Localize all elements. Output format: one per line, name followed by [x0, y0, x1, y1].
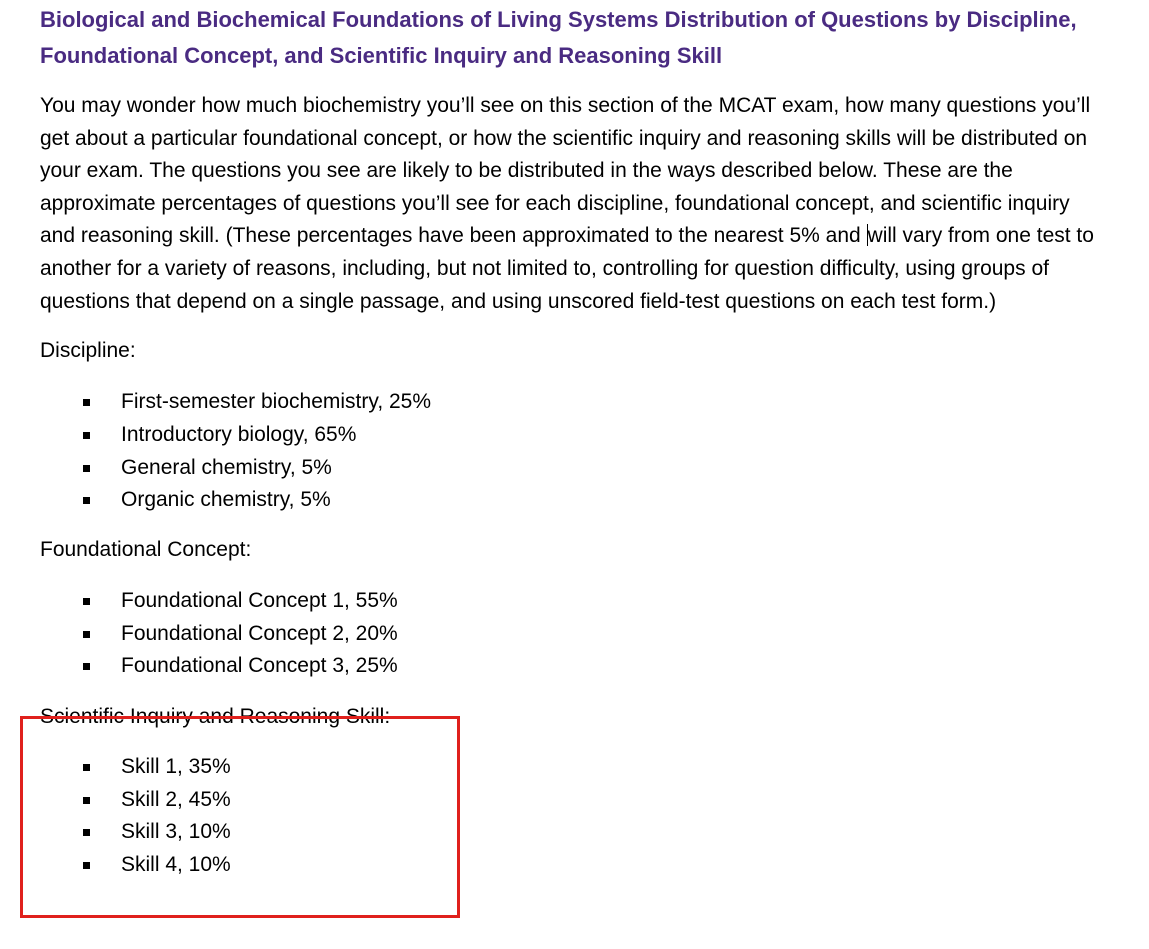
- list-item: [40, 618, 1110, 651]
- intro-text-after-cursor: will vary from one test to another for a variety of reasons, including, but not limited to, controlling for question difficulty, using groups of questions that depend on a single passage, and using unscored field-test questions on each test form.): [40, 224, 1094, 313]
- square-bullet-icon: [83, 432, 90, 439]
- reasoning-skill-label: Scientific Inquiry and Reasoning Skill:: [40, 705, 391, 729]
- highlight-box: [20, 716, 460, 918]
- square-bullet-icon: [83, 497, 90, 504]
- discipline-list: [40, 386, 1110, 517]
- list-item-text: First-semester biochemistry, 25%: [121, 390, 432, 414]
- intro-text-before-cursor: You may wonder how much biochemistry you’ll see on this section of the MCAT exam, how many questions you’ll get about a particular foundational concept, or how the scientific inquiry and reasoning skills will be distributed on your exam. The questions you see are likely to be distributed in the ways described below. These are the approximate percentages of questions you’ll see for each discipline, foundational concept, and scientific inquiry and reasoning skill. (These percentages have been approximated to the nearest 5% and: [40, 94, 1091, 248]
- list-item-text: Foundational Concept 2, 20%: [121, 621, 398, 645]
- intro-paragraph[interactable]: [40, 90, 1110, 318]
- list-item-text: Skill 4, 10%: [121, 853, 231, 877]
- square-bullet-icon: [83, 663, 90, 670]
- list-item-text: Skill 3, 10%: [121, 820, 231, 844]
- list-item-text: Foundational Concept 1, 55%: [121, 588, 398, 612]
- list-item-text: General chemistry, 5%: [121, 455, 332, 479]
- document-heading: Biological and Biochemical Foundations of Living Systems Distribution of Questions by Discipline, Foundational Concept, and Scientific Inquiry and Reasoning Skill: [40, 7, 1077, 68]
- list-item: [40, 452, 1110, 485]
- square-bullet-icon: [83, 465, 90, 472]
- list-item-text: Skill 1, 35%: [121, 755, 231, 779]
- square-bullet-icon: [83, 399, 90, 406]
- list-item-text: Introductory biology, 65%: [121, 422, 357, 446]
- foundational-concept-list: [40, 585, 1110, 683]
- list-item-text: Foundational Concept 3, 25%: [121, 654, 398, 678]
- list-item: [40, 419, 1110, 452]
- discipline-label: Discipline:: [40, 339, 136, 363]
- list-item-text: Organic chemistry, 5%: [121, 488, 331, 512]
- list-item: [40, 386, 1110, 419]
- foundational-concept-label: Foundational Concept:: [40, 537, 252, 561]
- list-item: [40, 650, 1110, 683]
- square-bullet-icon: [83, 598, 90, 605]
- square-bullet-icon: [83, 631, 90, 638]
- list-item-text: Skill 2, 45%: [121, 787, 231, 811]
- list-item: [40, 585, 1110, 618]
- list-item: [40, 484, 1110, 517]
